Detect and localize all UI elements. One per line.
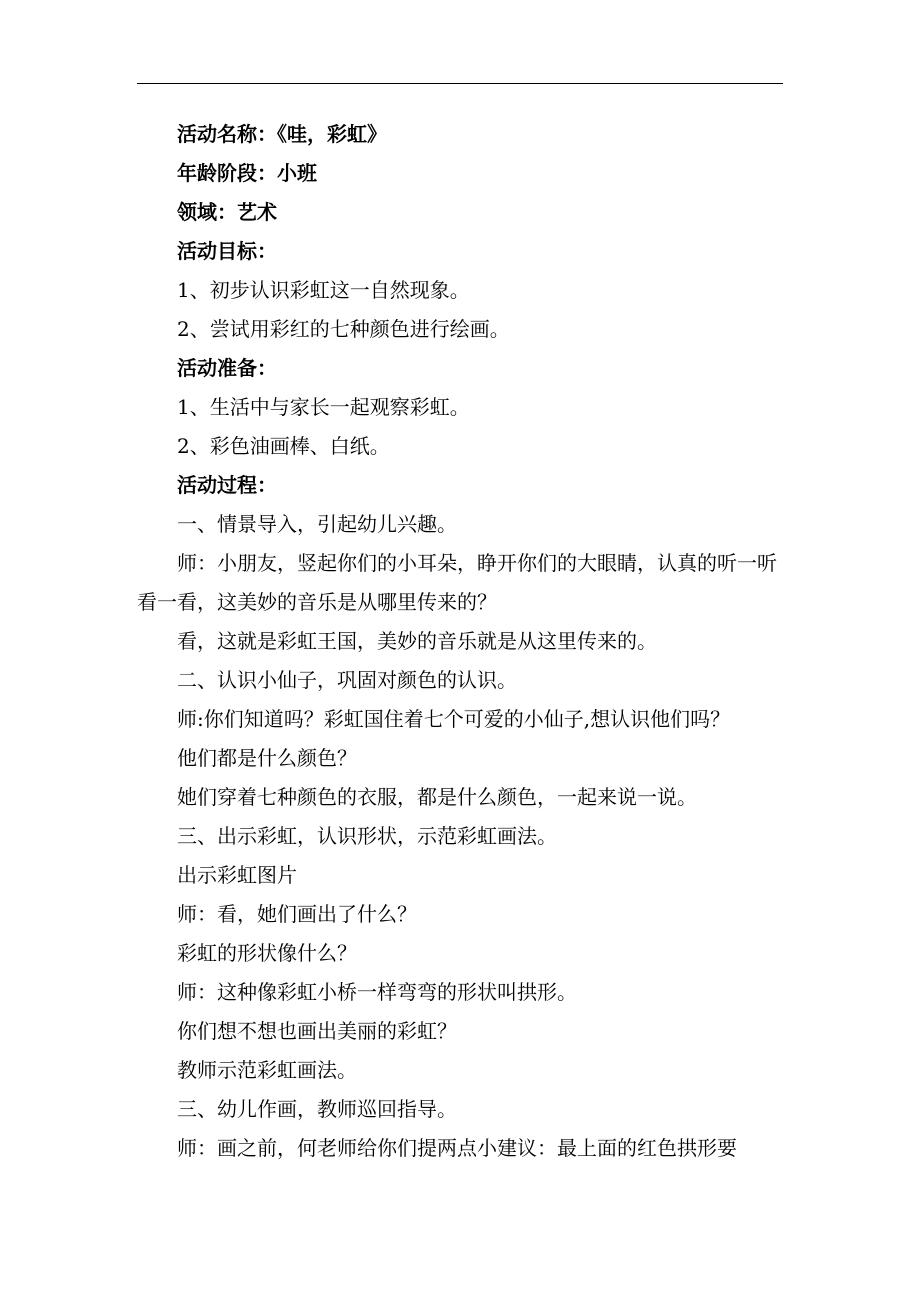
body-paragraph: 三、出示彩虹，认识形状，示范彩虹画法。 — [177, 824, 557, 848]
body-paragraph: 2、尝试用彩红的七种颜色进行绘画。 — [177, 317, 510, 341]
body-paragraph: 看，这就是彩虹王国，美妙的音乐就是从这里传来的。 — [177, 629, 657, 653]
section-heading: 活动准备： — [177, 356, 277, 380]
body-paragraph: 出示彩虹图片 — [177, 863, 297, 887]
body-paragraph: 三、幼儿作画，教师巡回指导。 — [177, 1097, 457, 1121]
body-paragraph: 她们穿着七种颜色的衣服，都是什么颜色，一起来说一说。 — [177, 785, 697, 809]
document-body — [137, 115, 783, 1168]
body-paragraph: 1、生活中与家长一起观察彩虹。 — [177, 395, 470, 419]
body-paragraph: 师：这种像彩虹小桥一样弯弯的形状叫拱形。 — [177, 980, 577, 1004]
body-paragraph: 你们想不想也画出美丽的彩虹？ — [177, 1019, 457, 1043]
body-paragraph: 二、认识小仙子，巩固对颜色的认识。 — [177, 668, 517, 692]
body-paragraph: 师：看，她们画出了什么？ — [177, 902, 417, 926]
body-paragraph: 师：画之前，何老师给你们提两点小建议：最上面的红色拱形要 — [177, 1136, 737, 1160]
section-heading: 活动名称：《哇，彩虹》 — [177, 122, 387, 146]
section-heading: 活动目标： — [177, 239, 277, 263]
body-paragraph: 教师示范彩虹画法。 — [177, 1058, 357, 1082]
body-paragraph: 师：小朋友，竖起你们的小耳朵，睁开你们的大眼睛，认真的听一听看一看，这美妙的音乐是从哪里传来的？ — [137, 551, 777, 614]
body-paragraph: 1、初步认识彩虹这一自然现象。 — [177, 278, 470, 302]
section-heading: 年龄阶段：小班 — [177, 161, 317, 185]
body-paragraph: 2、彩色油画棒、白纸。 — [177, 434, 390, 458]
body-paragraph: 一、情景导入，引起幼儿兴趣。 — [177, 512, 457, 536]
header-rule — [137, 83, 783, 84]
body-paragraph: 彩虹的形状像什么？ — [177, 941, 357, 965]
body-paragraph: 师:你们知道吗？彩虹国住着七个可爱的小仙子,想认识他们吗？ — [177, 707, 731, 731]
section-heading: 领域：艺术 — [177, 200, 277, 224]
body-paragraph: 他们都是什么颜色？ — [177, 746, 357, 770]
section-heading: 活动过程： — [177, 473, 277, 497]
